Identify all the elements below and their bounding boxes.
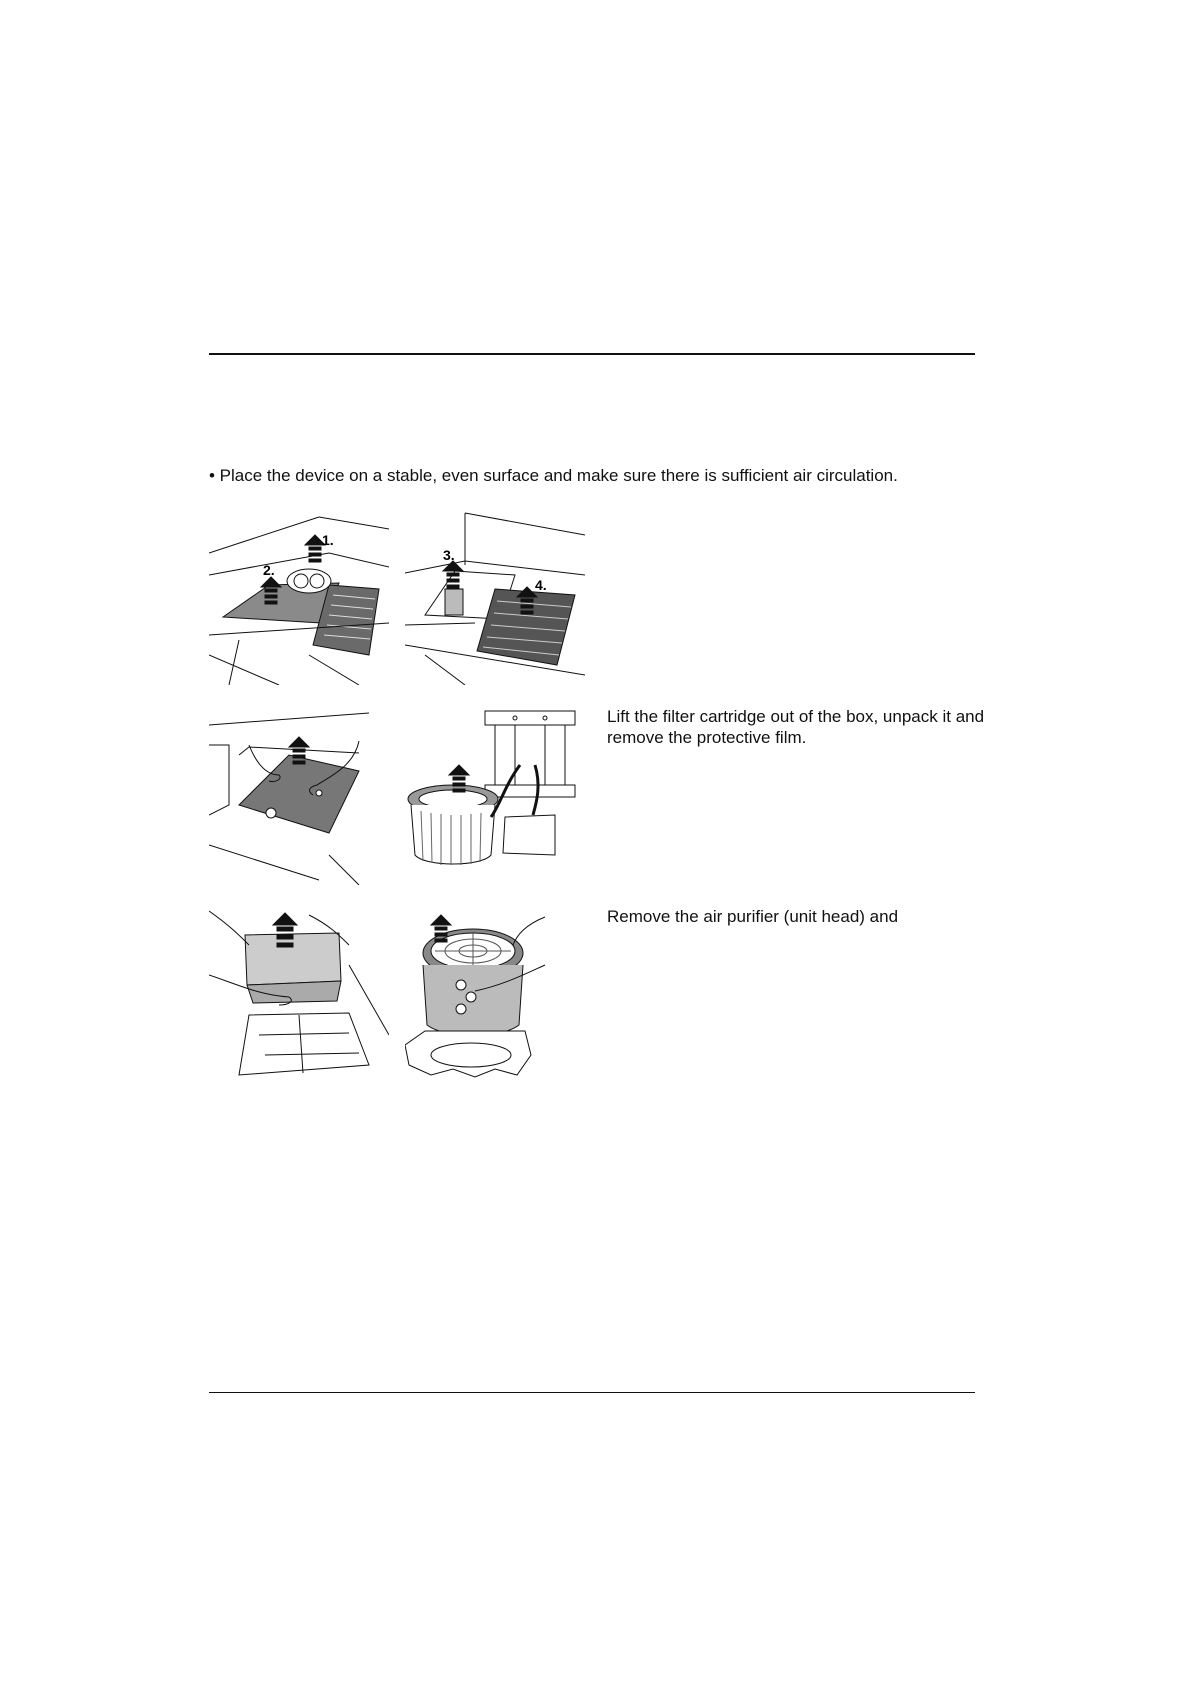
illustration-remove-unit-head bbox=[405, 905, 585, 1085]
caption-remove-purifier: Remove the air purifier (unit head) and bbox=[607, 907, 899, 926]
illustration-unbox-steps-3-4 bbox=[405, 505, 585, 685]
step-label-1: 1. bbox=[322, 532, 334, 548]
instruction-bullet: • Place the device on a stable, even surface and make sure there is sufficient air circulation. bbox=[209, 466, 898, 485]
illustration-filter-cartridge bbox=[405, 705, 585, 885]
illustration-unbox-steps-1-2 bbox=[209, 505, 389, 685]
step-label-2: 2. bbox=[263, 562, 275, 578]
step-label-4: 4. bbox=[535, 577, 547, 593]
caption-filter-cartridge: Lift the filter cartridge out of the box, unpack it and remove the protective film. bbox=[607, 707, 985, 747]
step-label-3: 3. bbox=[443, 547, 455, 563]
top-rule bbox=[209, 353, 975, 355]
bottom-rule bbox=[209, 1392, 975, 1393]
illustration-lift-unit bbox=[209, 905, 389, 1085]
illustration-lift-insert bbox=[209, 705, 389, 885]
